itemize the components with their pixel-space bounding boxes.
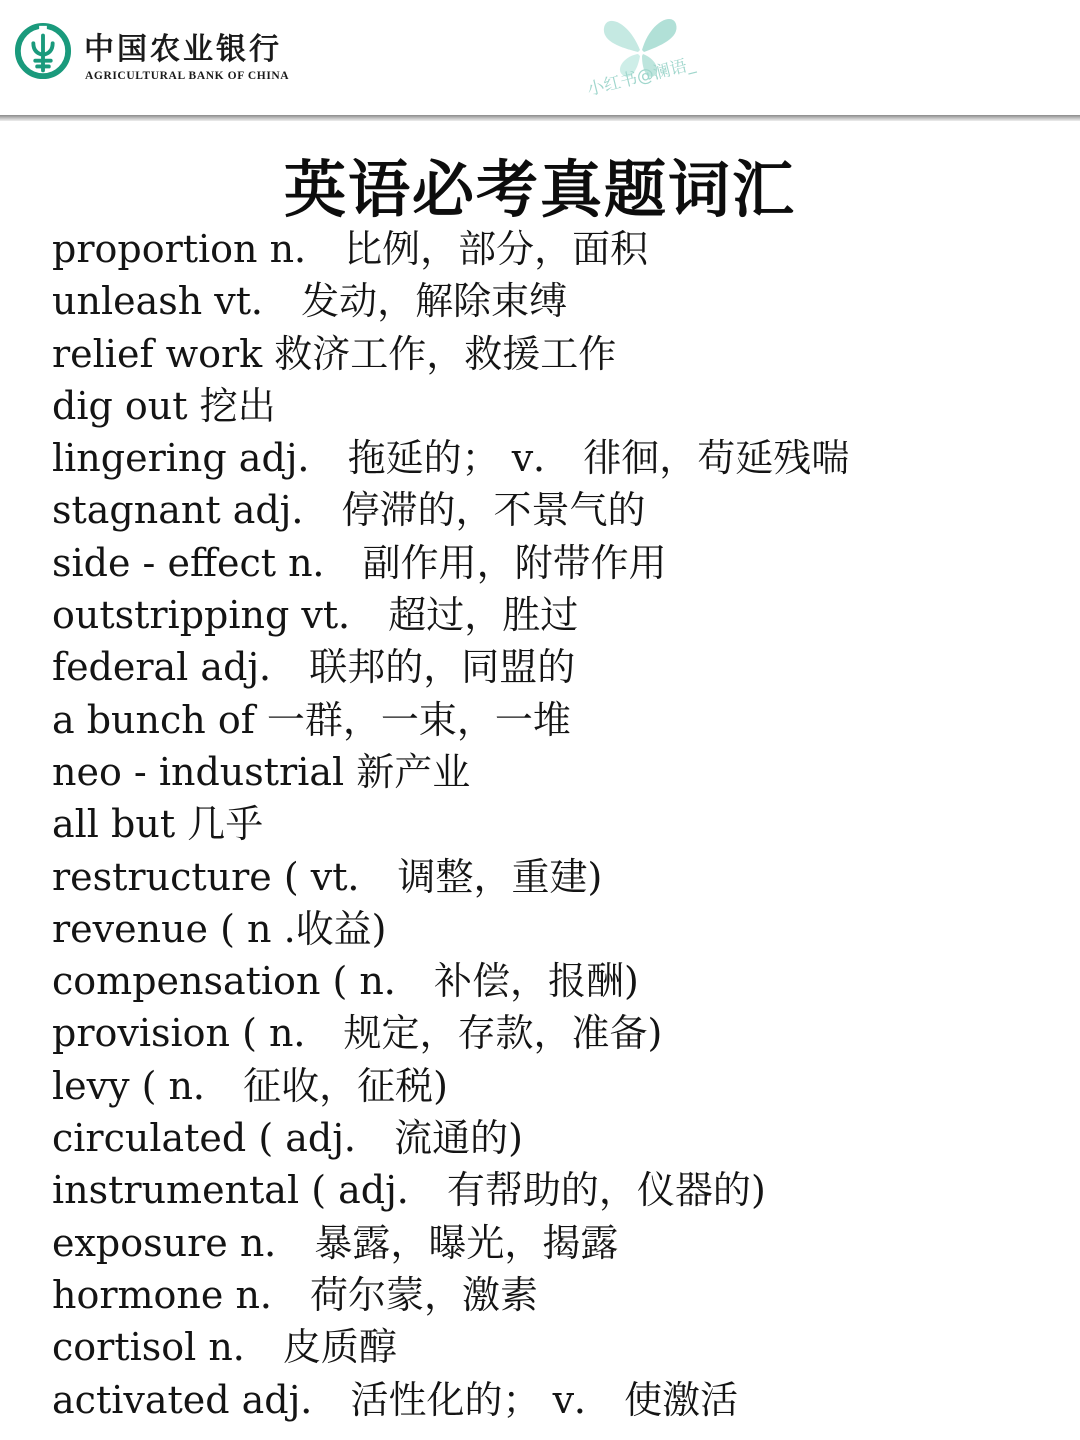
vocab-entry: federal adj． 联邦的，同盟的 — [52, 645, 576, 690]
vocab-entry: restructure ( vt． 调整，重建) — [52, 854, 603, 899]
vocab-entry: revenue ( n .收益) — [52, 906, 387, 951]
vocab-entry: hormone n． 荷尔蒙，激素 — [52, 1272, 539, 1317]
vocab-entry: a bunch of 一群，一束，一堆 — [52, 697, 571, 742]
bank-header — [0, 0, 1080, 116]
vocab-entry: compensation ( n． 补偿，报酬) — [52, 959, 639, 1004]
vocabulary-list — [52, 223, 1062, 1426]
vocab-entry: provision ( n． 规定，存款，准备) — [52, 1011, 663, 1056]
vocab-entry: side - effect n． 副作用，附带作用 — [52, 540, 667, 585]
vocab-entry: levy ( n． 征收，征税) — [52, 1063, 448, 1108]
vocab-entry: exposure n． 暴露，曝光，揭露 — [52, 1220, 619, 1265]
vocab-entry: circulated ( adj． 流通的) — [52, 1116, 523, 1161]
vocab-entry: stagnant adj． 停滞的，不景气的 — [52, 488, 646, 533]
abc-bank-logo-icon — [14, 22, 72, 80]
vocab-entry: instrumental ( adj． 有帮助的，仪器的) — [52, 1168, 766, 1213]
vocab-entry: cortisol n． 皮质醇 — [52, 1325, 397, 1370]
vocab-entry: lingering adj． 拖延的； v． 徘徊，苟延残喘 — [52, 436, 850, 481]
vocab-entry: activated adj． 活性化的； v． 使激活 — [52, 1377, 739, 1422]
vocab-entry: neo - industrial 新产业 — [52, 749, 471, 794]
vocab-entry: unleash vt． 发动，解除束缚 — [52, 279, 568, 324]
vocab-entry: relief work 救济工作，救援工作 — [52, 331, 617, 376]
header-divider — [0, 115, 1080, 121]
page-title: 英语必考真题词汇 — [283, 153, 796, 226]
bank-name-en: AGRICULTURAL BANK OF CHINA — [85, 70, 290, 82]
watermark-text: 小红书@澜语_ — [585, 54, 698, 101]
vocab-entry: dig out 挖出 — [52, 383, 276, 428]
vocab-entry: proportion n． 比例，部分，面积 — [52, 227, 649, 271]
vocab-entry: all but 几乎 — [52, 802, 264, 847]
bank-name-cn: 中国农业银行 — [84, 32, 282, 67]
vocab-entry: outstripping vt． 超过，胜过 — [52, 593, 579, 638]
